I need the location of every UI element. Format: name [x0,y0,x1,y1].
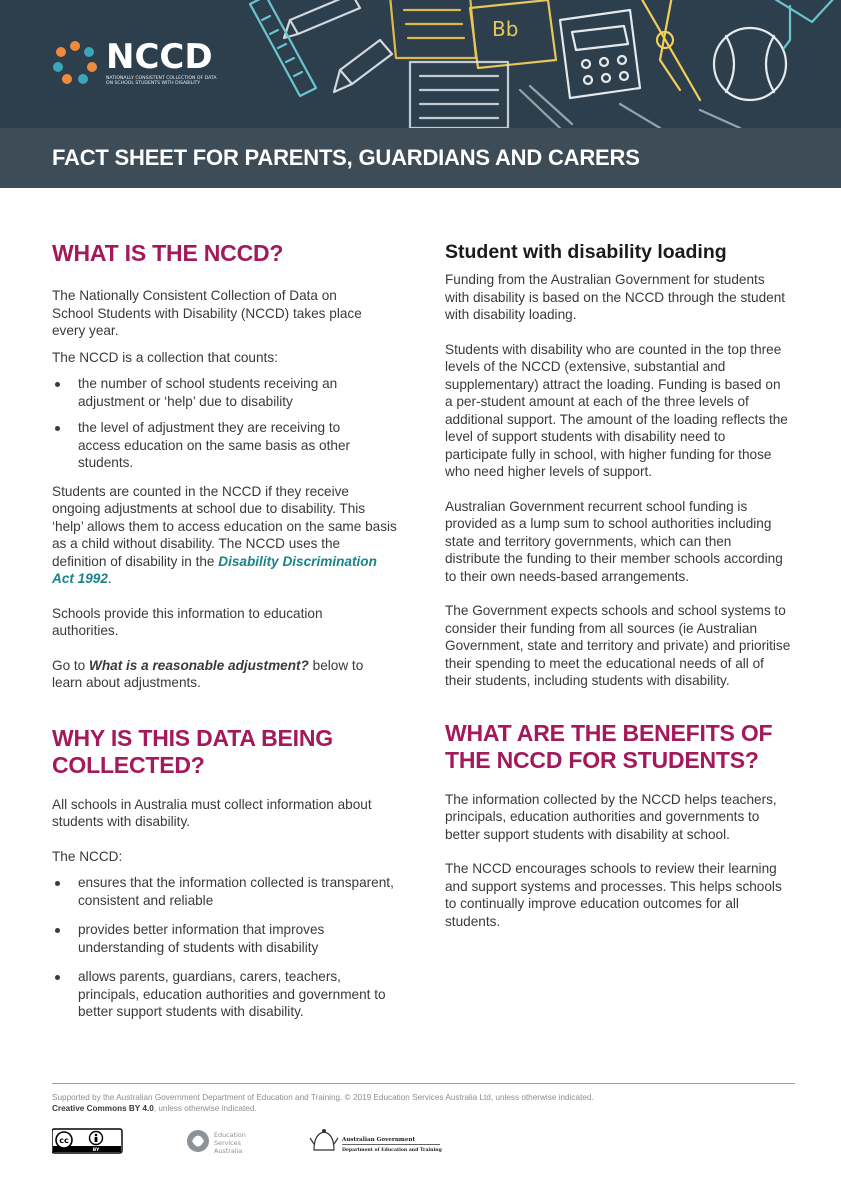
cc-label: cc [59,1136,69,1145]
heading-line: WHAT ARE THE BENEFITS OF [445,719,773,746]
right-column [445,240,795,930]
gov-line: Australian Government [342,1137,416,1143]
paragraph: The NCCD encourages schools to review their learning and support systems and processes. This helps schools to continually improve education outcomes for all students. [445,861,782,929]
esa-logo [187,1130,246,1155]
left-column [52,238,404,1021]
australian-government-crest [310,1129,443,1153]
esa-line: Australia [214,1147,243,1155]
bullet-list-nccd [52,874,397,1021]
list-item: provides better information that improves understanding of students with disability [52,921,397,956]
paragraph [52,483,397,588]
list-item: ensures that the information collected is transparent, consistent and reliable [52,874,397,909]
list-item: the level of adjustment they are receiving to access education on the same basis as other students. [52,419,372,472]
paragraph: Australian Government recurrent school funding is provided as a lump sum to school authorities including state and territory governments, which can then distribute the funding to their member schools according to their own needs-based arrangements. [445,498,783,584]
paragraph: Funding from the Australian Government for students with disability is based on the NCCD through the student with disability loading. [445,272,786,322]
nccd-logo-mark [52,40,98,86]
paragraph: The Nationally Consistent Collection of Data on School Students with Disability (NCCD) takes place every year. [52,288,362,338]
by-label: BY [92,1148,100,1154]
svg-text:Bb: Bb [492,17,519,41]
heading-what-is-nccd: WHAT IS THE NCCD? [52,240,284,266]
footer-logos [52,1128,472,1158]
heading-benefits [445,720,795,774]
nccd-logo [52,37,218,87]
cc-by-badge [52,1129,122,1153]
logo-subtitle: NATIONALLY CONSISTENT COLLECTION OF DATA ON SCHOOL STUDENTS WITH DISABILITY [106,76,217,87]
heading-line: THE NCCD FOR STUDENTS? [445,746,759,773]
paragraph: The NCCD: [52,848,123,864]
paragraph-text: Go to [52,657,90,673]
heading-loading: Student with disability loading [445,241,727,263]
paragraph: The information collected by the NCCD helps teachers, principals, education authorities and governments to better support students with disability at school. [445,791,777,842]
footer-divider [52,1083,795,1084]
footer-line: Supported by the Australian Government Department of Education and Training. © 2019 Education Services Australia Ltd, unless otherwise indicated. [52,1093,594,1102]
heading-line: WHY IS THIS DATA BEING [52,724,333,751]
paragraph: The Government expects schools and school systems to consider their funding from all sources (ie Australian Government, state and territory and private) and prioritise their spending to meet the educational needs of all of their students, including students with disability. [445,603,791,688]
footer-line [52,1103,795,1114]
footer-credits [52,1092,795,1114]
footer-line-text: , unless otherwise indicated. [153,1104,257,1113]
paragraph: The NCCD is a collection that counts: [52,349,278,365]
esa-line: Services [214,1139,241,1147]
page-title: FACT SHEET FOR PARENTS, GUARDIANS AND CARERS [52,145,640,170]
logo-wordmark: NCCD [106,37,213,77]
heading-why-collected [52,725,404,779]
title-bar [0,128,841,188]
bullet-list-counts [52,375,372,472]
paragraph: All schools in Australia must collect information about students with disability. [52,796,372,829]
reasonable-adjustment-reference: What is a reasonable adjustment? [89,657,309,673]
list-item: allows parents, guardians, carers, teachers, principals, education authorities and government to better support students with disability. [52,968,397,1021]
paragraph: Schools provide this information to education authorities. [52,605,323,638]
paragraph-text: . [107,571,112,586]
esa-line: Education [214,1131,246,1139]
gov-line: Department of Education and Training [342,1148,442,1153]
license-link[interactable]: Creative Commons BY 4.0 [52,1104,154,1113]
paragraph [52,657,397,692]
header-banner [0,0,841,128]
paragraph-text: Students are counted in the NCCD if they receive ongoing adjustments at school due to disability. This ‘help’ allows them to access education on the same basis as a child without disability. The NCCD uses the definition of disability in the [52,483,397,569]
disability-discrimination-act-link[interactable]: Disability Discrimination Act 1992 [52,553,377,586]
list-item: the number of school students receiving an adjustment or ‘help’ due to disability [52,375,372,410]
paragraph: Students with disability who are counted in the top three levels of the NCCD (extensive, substantial and supplementary) attract the loading. Funding is based on a per-student amount at each of the three levels of additional support. The amount of the loading reflects the level of support students with disability need to participate fully in school, with higher funding for those who need higher levels of support. [445,341,788,479]
paragraph-text: below to learn about adjustments. [52,657,364,690]
heading-line: COLLECTED? [52,751,205,778]
